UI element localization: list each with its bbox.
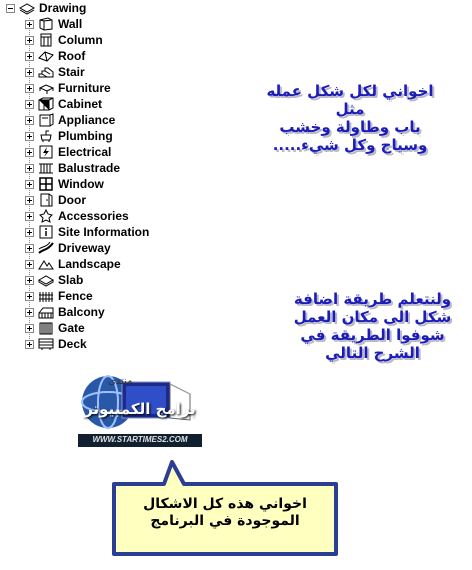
accessories-icon: [38, 209, 54, 223]
tree-item-label: Stair: [58, 65, 85, 79]
tree-item-fence[interactable]: [25, 288, 93, 304]
wall-icon: [38, 17, 54, 31]
cabinet-icon: [38, 97, 54, 111]
tree-item-label: Landscape: [58, 257, 121, 271]
tree-item-label: Balustrade: [58, 161, 121, 175]
expand-toggle[interactable]: [25, 52, 34, 61]
tree-item-label: Balcony: [58, 305, 105, 319]
appliance-icon: [38, 113, 54, 127]
tree-item-label: Column: [58, 33, 103, 47]
tree-item-stair[interactable]: [25, 64, 85, 80]
expand-toggle[interactable]: [25, 132, 34, 141]
note-line: باب وطاولة وخشب: [279, 118, 421, 136]
roof-icon: [38, 49, 54, 63]
expand-toggle[interactable]: [25, 340, 34, 349]
tree-item-cabinet[interactable]: [25, 96, 102, 112]
tree-item-label: Gate: [58, 321, 85, 335]
furniture-icon: [38, 81, 54, 95]
note-line: وسياج وكل شيء.....: [272, 136, 428, 154]
tree-item-label: Window: [58, 177, 104, 191]
note-line: الشرح التالي: [325, 344, 420, 362]
callout-text: [118, 496, 332, 530]
tree-item-slab[interactable]: [25, 272, 83, 288]
tree-item-label: Slab: [58, 273, 84, 287]
tree-item-label: Door: [58, 193, 86, 207]
tree-item-deck[interactable]: [25, 336, 87, 352]
tree-item-label: Cabinet: [58, 97, 103, 111]
expand-toggle[interactable]: [25, 36, 34, 45]
electrical-icon: [38, 145, 54, 159]
balustrade-icon: [38, 161, 54, 175]
tree-item-label: Roof: [58, 49, 86, 63]
tree-item-accessories[interactable]: [25, 208, 129, 224]
callout-line: الموجودة في البرنامج: [150, 512, 300, 529]
tree-item-label: Furniture: [58, 81, 111, 95]
callout-note: [108, 460, 343, 558]
expand-toggle[interactable]: [25, 84, 34, 93]
tree-item-label: Electrical: [58, 145, 112, 159]
note-line: ولنتعلم طريقة اضافة: [293, 290, 452, 308]
expand-toggle[interactable]: [25, 244, 34, 253]
expand-toggle[interactable]: [25, 148, 34, 157]
callout-line: اخواني هذه كل الاشكال: [143, 496, 307, 512]
note-how-to-add: [280, 290, 465, 362]
expand-toggle[interactable]: [25, 260, 34, 269]
balcony-icon: [38, 305, 54, 319]
note-line: اخواني لكل شكل عمله: [266, 82, 434, 100]
tree-item-label: Deck: [58, 337, 87, 351]
expand-toggle[interactable]: [25, 212, 34, 221]
tree-item-label: Wall: [58, 17, 83, 31]
slab-icon: [38, 273, 54, 287]
expand-toggle[interactable]: [25, 292, 34, 301]
tree-item-balustrade[interactable]: [25, 160, 120, 176]
gate-icon: [38, 321, 54, 335]
note-line: شكل الى مكان العمل: [293, 308, 452, 326]
tree-item-window[interactable]: [25, 176, 104, 192]
logo-url: WWW.STARTIMES2.COM: [92, 435, 188, 444]
logo-small-text: منتدى: [108, 376, 133, 387]
stair-icon: [38, 65, 54, 79]
tree-item-plumbing[interactable]: [25, 128, 113, 144]
window-icon: [38, 177, 54, 191]
tree-item-electrical[interactable]: [25, 144, 111, 160]
expand-toggle[interactable]: [25, 180, 34, 189]
expand-toggle[interactable]: [25, 164, 34, 173]
fence-icon: [38, 289, 54, 303]
door-icon: [38, 193, 54, 207]
tree-item-door[interactable]: [25, 192, 86, 208]
tree-item-label: Appliance: [58, 113, 116, 127]
drawing-icon: [19, 1, 35, 15]
note-line: شوفوا الطريقة في: [300, 326, 445, 344]
tree-item-column[interactable]: [25, 32, 103, 48]
expand-toggle[interactable]: [25, 100, 34, 109]
tree-root-drawing[interactable]: [6, 0, 86, 16]
column-icon: [38, 33, 54, 47]
expand-toggle[interactable]: [25, 228, 34, 237]
tree-item-roof[interactable]: [25, 48, 85, 64]
tree-root-label: Drawing: [39, 1, 87, 15]
expand-toggle[interactable]: [25, 68, 34, 77]
tree-item-label: Site Information: [58, 225, 150, 239]
tree-item-furniture[interactable]: [25, 80, 111, 96]
driveway-icon: [38, 241, 54, 255]
tree-item-driveway[interactable]: [25, 240, 111, 256]
forum-logo: [78, 374, 202, 450]
expand-toggle[interactable]: [25, 324, 34, 333]
tree-item-balcony[interactable]: [25, 304, 105, 320]
tree-item-site-information[interactable]: [25, 224, 149, 240]
tree-item-wall[interactable]: [25, 16, 82, 32]
note-line: مثل: [335, 100, 365, 118]
tree-item-label: Plumbing: [58, 129, 113, 143]
landscape-icon: [38, 257, 54, 271]
deck-icon: [38, 337, 54, 351]
tree-item-appliance[interactable]: [25, 112, 115, 128]
collapse-toggle[interactable]: [6, 4, 15, 13]
expand-toggle[interactable]: [25, 196, 34, 205]
tree-item-landscape[interactable]: [25, 256, 121, 272]
expand-toggle[interactable]: [25, 20, 34, 29]
tree-item-label: Accessories: [58, 209, 129, 223]
expand-toggle[interactable]: [25, 276, 34, 285]
expand-toggle[interactable]: [25, 308, 34, 317]
tree-item-label: Fence: [58, 289, 93, 303]
site-information-icon: [38, 225, 54, 239]
tree-item-gate[interactable]: [25, 320, 85, 336]
plumbing-icon: [38, 129, 54, 143]
expand-toggle[interactable]: [25, 116, 34, 125]
logo-title: برامج الكمبيوتر: [84, 400, 196, 418]
tree-item-label: Driveway: [58, 241, 111, 255]
note-instructions: [240, 82, 460, 154]
